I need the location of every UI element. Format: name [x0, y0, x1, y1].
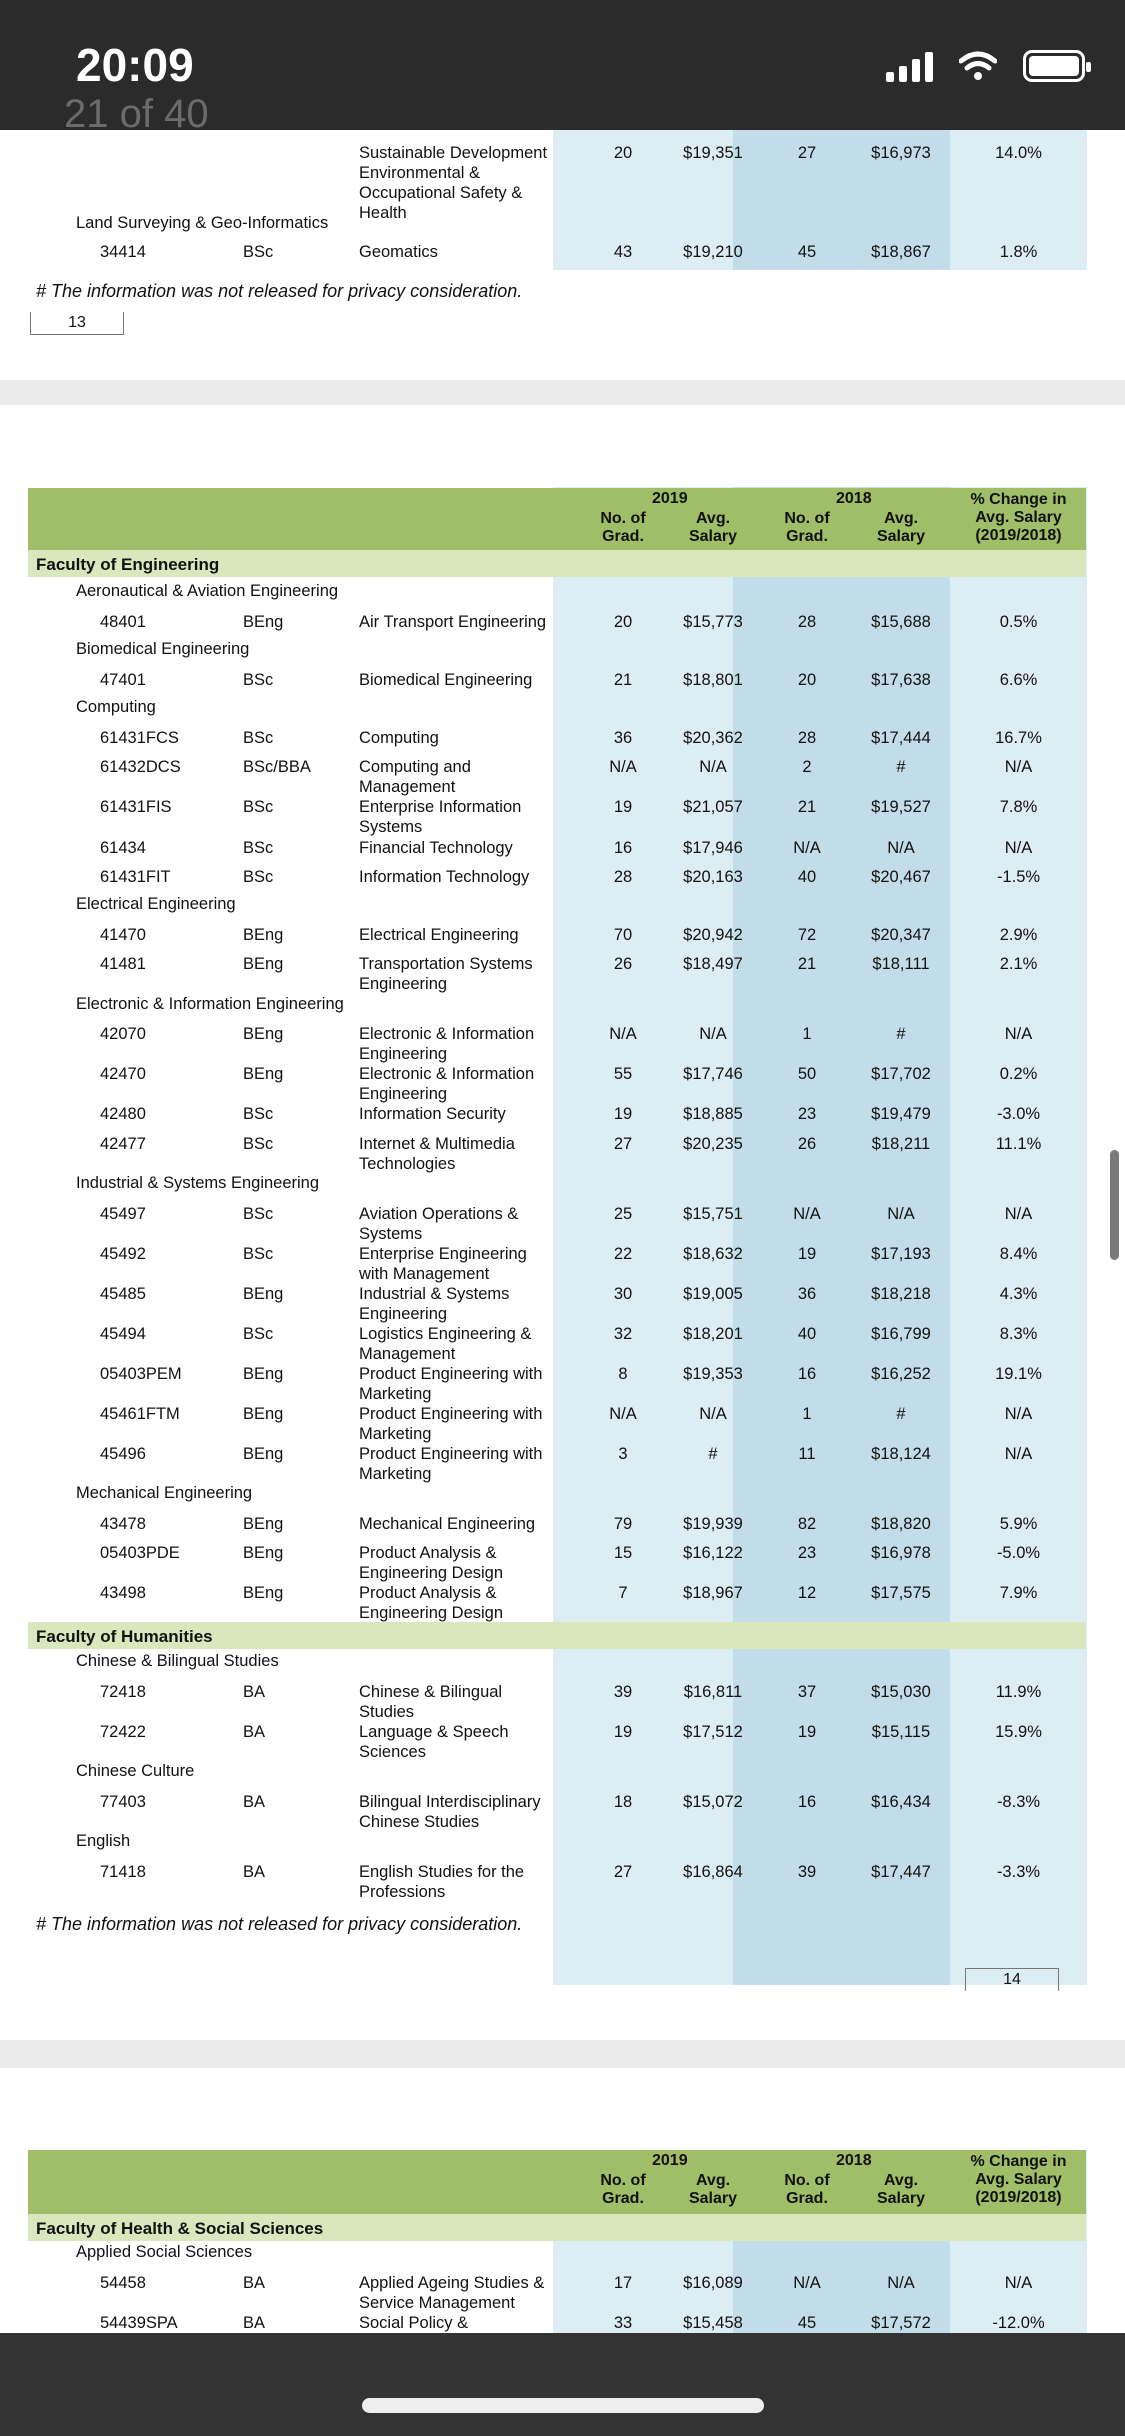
row-code: 41481	[100, 955, 146, 973]
row-grads-2018: 27	[797, 144, 817, 162]
page-counter: 21 of 40	[64, 92, 209, 136]
row-programme: Product Engineering with Marketing	[359, 1405, 543, 1443]
row-salary-2019: $18,632	[683, 1245, 743, 1263]
row-grads-2018: 40	[797, 1325, 817, 1343]
row-grads-2018: N/A	[793, 2274, 821, 2292]
row-degree: BA	[243, 1793, 266, 1811]
header-grads-2018: No. of Grad.	[784, 2172, 830, 2207]
department-label: Land Surveying & Geo-Informatics	[76, 214, 329, 232]
row-degree: BEng	[243, 613, 284, 631]
row-pct-change: N/A	[1004, 839, 1033, 857]
row-pct-change: -3.0%	[996, 1105, 1041, 1123]
header-pct-change: % Change in Avg. Salary (2019/2018)	[970, 2153, 1067, 2206]
row-salary-2018: $15,115	[871, 1723, 931, 1741]
department-label: Aeronautical & Aviation Engineering	[76, 582, 339, 600]
header-grads-2018: No. of Grad.	[784, 510, 830, 545]
row-salary-2018: $17,575	[871, 1584, 931, 1602]
row-grads-2019: 21	[613, 671, 633, 689]
row-pct-change: 5.9%	[999, 1515, 1038, 1533]
row-grads-2019: 20	[613, 144, 633, 162]
row-degree: BEng	[243, 955, 284, 973]
row-salary-2019: $19,005	[683, 1285, 743, 1303]
row-programme: Bilingual Interdisciplinary Chinese Studies	[359, 1793, 541, 1831]
row-pct-change: 1.8%	[999, 243, 1038, 261]
row-code: 61431FCS	[100, 729, 179, 747]
row-pct-change: -1.5%	[996, 868, 1041, 886]
row-pct-change: 2.9%	[999, 926, 1038, 944]
row-grads-2019: 33	[613, 2314, 633, 2332]
row-salary-2019: $19,351	[683, 144, 743, 162]
row-grads-2019: 39	[613, 1683, 633, 1701]
status-time: 20:09	[76, 39, 194, 91]
row-degree: BA	[243, 1863, 266, 1881]
header-salary-2019: Avg. Salary	[688, 510, 738, 545]
row-salary-2019: $18,885	[683, 1105, 743, 1123]
row-pct-change: 15.9%	[995, 1723, 1042, 1741]
footnote: # The information was not released for privacy consideration.	[36, 281, 523, 301]
row-degree: BSc/BBA	[243, 758, 311, 776]
row-grads-2018: 45	[797, 243, 817, 261]
row-grads-2019: 18	[613, 1793, 633, 1811]
row-salary-2019: N/A	[699, 1025, 727, 1043]
row-programme: Information Technology	[359, 868, 530, 886]
row-salary-2019: $20,942	[683, 926, 743, 944]
row-pct-change: 11.1%	[995, 1135, 1042, 1153]
row-grads-2018: 37	[797, 1683, 817, 1701]
row-salary-2019: $21,057	[683, 798, 743, 816]
row-salary-2018: $16,434	[871, 1793, 931, 1811]
row-grads-2018: 45	[797, 2314, 817, 2332]
department-label: Electronic & Information Engineering	[76, 995, 344, 1013]
row-programme: Language & Speech Sciences	[359, 1723, 509, 1761]
row-grads-2019: 8	[618, 1365, 628, 1383]
department-label: Mechanical Engineering	[76, 1484, 253, 1502]
row-salary-2019: $19,353	[683, 1365, 743, 1383]
row-programme: Transportation Systems Engineering	[359, 955, 533, 993]
row-salary-2018: $18,820	[871, 1515, 931, 1533]
row-grads-2019: 36	[613, 729, 633, 747]
battery-icon	[1023, 50, 1085, 82]
row-degree: BEng	[243, 1584, 284, 1602]
row-grads-2019: 30	[613, 1285, 633, 1303]
row-code: 72418	[100, 1683, 146, 1701]
row-programme: Industrial & Systems Engineering	[359, 1285, 510, 1323]
row-code: 42480	[100, 1105, 146, 1123]
row-pct-change: 2.1%	[999, 955, 1038, 973]
row-code: 45492	[100, 1245, 146, 1263]
row-salary-2018: #	[896, 1405, 906, 1423]
row-salary-2018: $19,527	[871, 798, 931, 816]
row-code: 45497	[100, 1205, 146, 1223]
row-degree: BA	[243, 1723, 266, 1741]
row-grads-2018: 39	[797, 1863, 817, 1881]
row-grads-2018: 2	[802, 758, 812, 776]
row-pct-change: 0.5%	[999, 613, 1038, 631]
row-salary-2019: $18,801	[683, 671, 743, 689]
header-salary-2018: Avg. Salary	[876, 2172, 926, 2207]
row-grads-2019: 7	[618, 1584, 628, 1602]
row-code: 05403PDE	[100, 1544, 180, 1562]
row-degree: BEng	[243, 1544, 284, 1562]
row-grads-2019: 79	[613, 1515, 633, 1533]
row-pct-change: 19.1%	[995, 1365, 1042, 1383]
row-salary-2019: $16,811	[683, 1683, 743, 1701]
row-code: 61432DCS	[100, 758, 181, 776]
row-programme: Product Engineering with Marketing	[359, 1445, 543, 1483]
row-programme: Product Engineering with Marketing	[359, 1365, 543, 1403]
department-label: Industrial & Systems Engineering	[76, 1174, 320, 1192]
row-grads-2019: 20	[613, 613, 633, 631]
header-pct-change: % Change in Avg. Salary (2019/2018)	[970, 491, 1067, 544]
row-grads-2019: N/A	[609, 758, 637, 776]
row-degree: BEng	[243, 1065, 284, 1083]
row-grads-2019: 27	[613, 1863, 633, 1881]
row-grads-2019: 16	[613, 839, 633, 857]
row-salary-2019: N/A	[699, 758, 727, 776]
row-grads-2018: 50	[797, 1065, 817, 1083]
row-degree: BSc	[243, 868, 274, 886]
row-programme: Sustainable Development Environmental & Occupational Safety & Health	[359, 144, 548, 222]
row-grads-2019: N/A	[609, 1025, 637, 1043]
row-degree: BSc	[243, 798, 274, 816]
row-pct-change: -8.3%	[996, 1793, 1041, 1811]
row-salary-2019: $15,773	[683, 613, 743, 631]
faculty-row	[28, 1622, 1086, 1649]
department-label: Applied Social Sciences	[76, 2243, 253, 2261]
row-grads-2019: N/A	[609, 1405, 637, 1423]
row-pct-change: N/A	[1004, 1405, 1033, 1423]
row-salary-2018: $16,252	[871, 1365, 931, 1383]
row-programme: Electronic & Information Engineering	[359, 1065, 535, 1103]
row-grads-2018: 72	[797, 926, 817, 944]
header-year-2019: 2019	[652, 2152, 688, 2169]
row-pct-change: -12.0%	[992, 2314, 1045, 2332]
row-programme: Electrical Engineering	[359, 926, 519, 944]
status-icons	[886, 50, 1085, 82]
row-salary-2018: $17,638	[871, 671, 931, 689]
row-pct-change: 11.9%	[995, 1683, 1042, 1701]
header-salary-2018: Avg. Salary	[876, 510, 926, 545]
row-salary-2018: $17,447	[871, 1863, 931, 1881]
row-programme: Logistics Engineering & Management	[359, 1325, 532, 1363]
department-label: Biomedical Engineering	[76, 640, 250, 658]
row-programme: Air Transport Engineering	[359, 613, 547, 631]
row-grads-2019: 28	[613, 868, 633, 886]
row-programme: English Studies for the Professions	[359, 1863, 525, 1901]
row-grads-2018: 1	[802, 1405, 812, 1423]
faculty-row	[28, 2214, 1086, 2241]
row-salary-2019: $16,864	[683, 1863, 743, 1881]
row-programme: Enterprise Information Systems	[359, 798, 522, 836]
row-degree: BSc	[243, 839, 274, 857]
row-code: 05403PEM	[100, 1365, 182, 1383]
row-degree: BEng	[243, 1285, 284, 1303]
row-salary-2018: $16,978	[871, 1544, 931, 1562]
row-code: 61431FIT	[100, 868, 171, 886]
row-code: 61434	[100, 839, 146, 857]
header-year-2018: 2018	[836, 2152, 872, 2169]
row-grads-2019: 25	[613, 1205, 633, 1223]
row-salary-2018: #	[896, 758, 906, 776]
row-programme: Aviation Operations & Systems	[359, 1205, 519, 1243]
row-pct-change: N/A	[1004, 2274, 1033, 2292]
row-programme: Mechanical Engineering	[359, 1515, 536, 1533]
row-grads-2019: 22	[613, 1245, 633, 1263]
row-pct-change: 8.3%	[999, 1325, 1038, 1343]
faculty-label: Faculty of Engineering	[36, 555, 220, 574]
row-code: 47401	[100, 671, 146, 689]
row-salary-2018: $20,467	[871, 868, 931, 886]
row-grads-2019: 3	[618, 1445, 628, 1463]
row-code: 54458	[100, 2274, 146, 2292]
row-degree: BEng	[243, 1025, 284, 1043]
row-salary-2018: $18,124	[871, 1445, 931, 1463]
row-degree: BSc	[243, 1325, 274, 1343]
row-pct-change: 14.0%	[995, 144, 1042, 162]
row-salary-2019: $17,746	[683, 1065, 743, 1083]
row-salary-2018: $18,211	[871, 1135, 931, 1153]
row-grads-2019: 19	[613, 1105, 633, 1123]
row-degree: BSc	[243, 243, 274, 261]
row-grads-2018: 12	[797, 1584, 817, 1602]
row-code: 45496	[100, 1445, 146, 1463]
row-grads-2018: 21	[797, 955, 817, 973]
row-salary-2018: $15,688	[871, 613, 931, 631]
row-salary-2019: $15,072	[683, 1793, 743, 1811]
row-salary-2018: $18,867	[871, 243, 931, 261]
row-salary-2019: $17,946	[683, 839, 743, 857]
department-label: Computing	[76, 698, 156, 716]
row-grads-2018: 36	[797, 1285, 817, 1303]
row-grads-2018: 1	[802, 1025, 812, 1043]
row-code: 71418	[100, 1863, 146, 1881]
row-grads-2018: 16	[797, 1793, 817, 1811]
row-code: 42470	[100, 1065, 146, 1083]
row-code: 45461FTM	[100, 1405, 180, 1423]
row-programme: Financial Technology	[359, 839, 513, 857]
bottom-bar	[0, 2333, 1125, 2436]
row-degree: BSc	[243, 1245, 274, 1263]
row-degree: BA	[243, 2314, 266, 2332]
row-salary-2019: $20,235	[683, 1135, 743, 1153]
row-salary-2018: $16,799	[871, 1325, 931, 1343]
row-degree: BEng	[243, 1405, 284, 1423]
row-code: 45485	[100, 1285, 146, 1303]
row-code: 48401	[100, 613, 146, 631]
row-grads-2018: 26	[797, 1135, 817, 1153]
row-degree: BEng	[243, 1445, 284, 1463]
row-programme: Computing	[359, 729, 439, 747]
row-pct-change: N/A	[1004, 1025, 1033, 1043]
page-number: 13	[30, 312, 124, 335]
header-year-2018: 2018	[836, 490, 872, 507]
header-grads-2019: No. of Grad.	[600, 2172, 646, 2207]
faculty-row	[28, 550, 1086, 577]
row-pct-change: N/A	[1004, 1205, 1033, 1223]
department-label: Chinese Culture	[76, 1762, 195, 1780]
row-code: 54439SPA	[100, 2314, 178, 2332]
row-programme: Electronic & Information Engineering	[359, 1025, 535, 1063]
home-indicator[interactable]	[362, 2398, 764, 2413]
row-grads-2018: 82	[797, 1515, 817, 1533]
row-grads-2018: 21	[797, 798, 817, 816]
row-salary-2019: $15,458	[683, 2314, 743, 2332]
row-degree: BEng	[243, 1365, 284, 1383]
row-code: 42070	[100, 1025, 146, 1043]
scroll-indicator[interactable]	[1110, 1150, 1119, 1260]
row-degree: BA	[243, 2274, 266, 2292]
row-grads-2019: 32	[613, 1325, 633, 1343]
row-salary-2019: $20,362	[683, 729, 743, 747]
row-pct-change: -5.0%	[996, 1544, 1041, 1562]
row-code: 45494	[100, 1325, 146, 1343]
row-salary-2019: N/A	[699, 1405, 727, 1423]
row-grads-2019: 27	[613, 1135, 633, 1153]
row-grads-2019: 70	[613, 926, 633, 944]
row-pct-change: 6.6%	[999, 671, 1038, 689]
row-grads-2018: 28	[797, 729, 817, 747]
row-pct-change: N/A	[1004, 758, 1033, 776]
row-grads-2019: 19	[613, 1723, 633, 1741]
row-salary-2018: $17,444	[871, 729, 931, 747]
row-programme: Product Analysis & Engineering Design	[359, 1544, 504, 1582]
wifi-icon	[959, 51, 997, 81]
department-label: Electrical Engineering	[76, 895, 236, 913]
row-grads-2018: 23	[797, 1105, 817, 1123]
row-salary-2018: $17,702	[871, 1065, 931, 1083]
row-degree: BEng	[243, 926, 284, 944]
row-salary-2018: $18,111	[872, 955, 930, 973]
row-salary-2019: $19,939	[683, 1515, 743, 1533]
row-grads-2018: 19	[797, 1723, 817, 1741]
row-pct-change: 16.7%	[995, 729, 1042, 747]
footnote: # The information was not released for privacy consideration.	[36, 1914, 523, 1934]
row-pct-change: 0.2%	[999, 1065, 1038, 1083]
row-salary-2018: #	[896, 1025, 906, 1043]
row-salary-2019: $19,210	[683, 243, 743, 261]
row-salary-2019: $20,163	[683, 868, 743, 886]
row-salary-2019: #	[708, 1445, 718, 1463]
row-salary-2019: $18,201	[683, 1325, 743, 1343]
row-degree: BSc	[243, 1205, 274, 1223]
faculty-label: Faculty of Health & Social Sciences	[36, 2219, 324, 2238]
row-grads-2019: 17	[613, 2274, 633, 2292]
department-label: Chinese & Bilingual Studies	[76, 1652, 279, 1670]
row-programme: Biomedical Engineering	[359, 671, 533, 689]
row-degree: BEng	[243, 1515, 284, 1533]
row-programme: Computing and Management	[359, 758, 471, 796]
row-salary-2018: $15,030	[871, 1683, 931, 1701]
status-bar	[0, 0, 1125, 136]
row-pct-change: N/A	[1004, 1445, 1033, 1463]
row-salary-2019: $17,512	[683, 1723, 743, 1741]
row-salary-2018: N/A	[887, 839, 915, 857]
row-salary-2018: N/A	[887, 2274, 915, 2292]
row-grads-2019: 19	[613, 798, 633, 816]
row-grads-2018: 40	[797, 868, 817, 886]
department-label: English	[76, 1832, 131, 1850]
row-salary-2019: $18,497	[683, 955, 743, 973]
row-code: 43498	[100, 1584, 146, 1602]
row-code: 61431FIS	[100, 798, 172, 816]
page-number: 14	[965, 1968, 1059, 1991]
row-pct-change: 7.8%	[999, 798, 1038, 816]
row-salary-2018: $17,572	[871, 2314, 931, 2332]
row-grads-2018: N/A	[793, 839, 821, 857]
row-degree: BSc	[243, 671, 274, 689]
row-salary-2018: $20,347	[871, 926, 931, 944]
header-year-2019: 2019	[652, 490, 688, 507]
row-salary-2018: $17,193	[871, 1245, 931, 1263]
row-code: 72422	[100, 1723, 146, 1741]
row-grads-2018: 20	[797, 671, 817, 689]
row-grads-2018: 16	[797, 1365, 817, 1383]
row-grads-2018: 19	[797, 1245, 817, 1263]
row-programme: Chinese & Bilingual Studies	[359, 1683, 503, 1721]
row-code: 42477	[100, 1135, 146, 1153]
header-grads-2019: No. of Grad.	[600, 510, 646, 545]
row-grads-2018: 11	[798, 1445, 816, 1463]
row-degree: BA	[243, 1683, 266, 1701]
row-salary-2019: $18,967	[683, 1584, 743, 1602]
row-grads-2019: 43	[613, 243, 633, 261]
faculty-label: Faculty of Humanities	[36, 1627, 213, 1646]
row-code: 77403	[100, 1793, 146, 1811]
row-code: 43478	[100, 1515, 146, 1533]
row-salary-2019: $15,751	[683, 1205, 743, 1223]
row-programme: Enterprise Engineering with Management	[359, 1245, 527, 1283]
row-programme: Product Analysis & Engineering Design	[359, 1584, 504, 1622]
row-grads-2018: N/A	[793, 1205, 821, 1223]
header-salary-2019: Avg. Salary	[688, 2172, 738, 2207]
row-grads-2019: 55	[613, 1065, 633, 1083]
cellular-signal-icon	[886, 50, 933, 82]
row-pct-change: -3.3%	[996, 1863, 1041, 1881]
row-code: 41470	[100, 926, 146, 944]
row-grads-2018: 28	[797, 613, 817, 631]
row-programme: Geomatics	[359, 243, 438, 261]
row-grads-2019: 26	[613, 955, 633, 973]
row-programme: Internet & Multimedia Technologies	[359, 1135, 515, 1173]
row-grads-2019: 15	[613, 1544, 633, 1562]
row-salary-2018: $19,479	[871, 1105, 931, 1123]
row-salary-2018: $16,973	[871, 144, 931, 162]
row-degree: BSc	[243, 729, 274, 747]
row-pct-change: 8.4%	[999, 1245, 1038, 1263]
row-code: 34414	[100, 243, 146, 261]
row-degree: BSc	[243, 1105, 274, 1123]
row-salary-2019: $16,122	[683, 1544, 743, 1562]
row-programme: Applied Ageing Studies & Service Management	[359, 2274, 545, 2312]
row-salary-2018: $18,218	[871, 1285, 931, 1303]
row-degree: BSc	[243, 1135, 274, 1153]
row-grads-2018: 23	[797, 1544, 817, 1562]
row-programme: Information Security	[359, 1105, 506, 1123]
row-salary-2018: N/A	[887, 1205, 915, 1223]
row-salary-2019: $16,089	[683, 2274, 743, 2292]
row-pct-change: 7.9%	[999, 1584, 1038, 1602]
row-programme: Social Policy &	[359, 2314, 469, 2332]
row-pct-change: 4.3%	[999, 1285, 1038, 1303]
